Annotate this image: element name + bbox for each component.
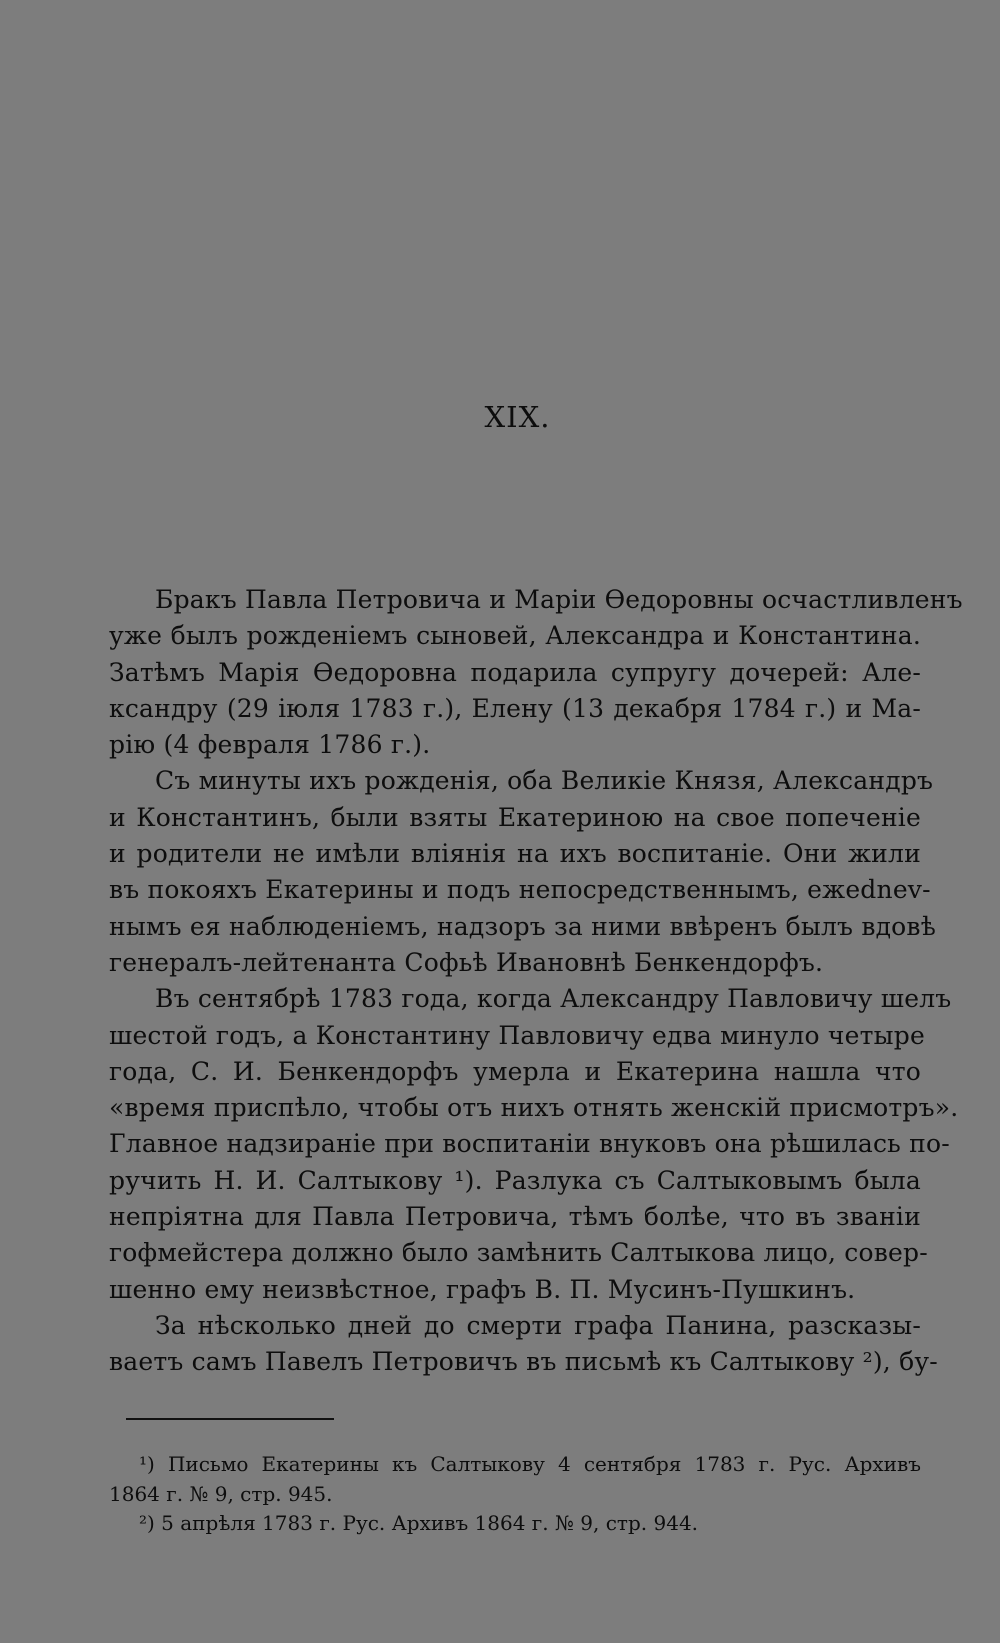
- text-line: Бракъ Павла Петровича и Маріи Ѳедоровны осчастливленъ: [155, 585, 963, 614]
- text-line: генералъ-лейтенанта Софьѣ Ивановнѣ Бенкендорфъ.: [109, 947, 824, 977]
- text-line: и родители не имѣли вліянія на ихъ воспитаніе. Они жили: [109, 839, 921, 869]
- text-line: ваетъ самъ Павелъ Петровичъ въ письмѣ къ Салтыкову ²), бу-: [109, 1347, 938, 1377]
- text-line: года, С. И. Бенкендорфъ умерла и Екатерина нашла что: [109, 1056, 921, 1086]
- body-text: [109, 582, 963, 1381]
- text-line: Въ сентябрѣ 1783 года, когда Александру Павловичу шелъ: [155, 984, 952, 1014]
- text-line: «время приспѣло, чтобы отъ нихъ отнять женскій присмотръ».: [109, 1093, 959, 1123]
- text-line: уже былъ рожденіемъ сыновей, Александра и Константина.: [109, 621, 921, 651]
- chapter-number: XIX.: [484, 400, 551, 434]
- text-line: гофмейстера должно было замѣнить Салтыкова лицо, совер-: [109, 1238, 928, 1268]
- text-line: рію (4 февраля 1786 г.).: [109, 730, 431, 760]
- text-line: и Константинъ, были взяты Екатериною на свое попеченіе: [109, 802, 921, 832]
- text-line: За нѣсколько дней до смерти графа Панина, разсказы-: [155, 1310, 921, 1340]
- footnote-rule: [126, 1418, 334, 1420]
- text-line: шестой годъ, а Константину Павловичу едва минуло четыре: [109, 1020, 925, 1050]
- text-line: Затѣмъ Марія Ѳедоровна подарила супругу дочерей: Але-: [109, 657, 921, 687]
- text-line: нымъ ея наблюденіемъ, надзоръ за ними ввѣренъ былъ вдовѣ: [109, 911, 936, 941]
- footnote-line: ¹) Письмо Екатерины къ Салтыкову 4 сентября 1783 г. Рус. Архивъ: [139, 1452, 921, 1476]
- footnotes: [109, 1450, 921, 1539]
- footnote-line: ²) 5 апрѣля 1783 г. Рус. Архивъ 1864 г. № 9, стр. 944.: [139, 1511, 699, 1535]
- text-line: ручить Н. И. Салтыкову ¹). Разлука съ Салтыковымъ была: [109, 1165, 921, 1195]
- text-line: въ покояхъ Екатерины и подъ непосредственнымъ, ежednev-: [109, 875, 931, 905]
- footnote-line: 1864 г. № 9, стр. 945.: [109, 1481, 333, 1506]
- text-line: Съ минуты ихъ рожденія, оба Великіе Князя, Александръ: [155, 766, 934, 796]
- text-line: Главное надзираніе при воспитаніи внуковъ она рѣшилась по-: [109, 1129, 950, 1159]
- text-line: ксандру (29 іюля 1783 г.), Елену (13 декабря 1784 г.) и Ма-: [109, 693, 921, 723]
- text-line: шенно ему неизвѣстное, графъ В. П. Мусинъ-Пушкинъ.: [109, 1274, 856, 1304]
- text-line: непріятна для Павла Петровича, тѣмъ болѣе, что въ званіи: [109, 1202, 921, 1232]
